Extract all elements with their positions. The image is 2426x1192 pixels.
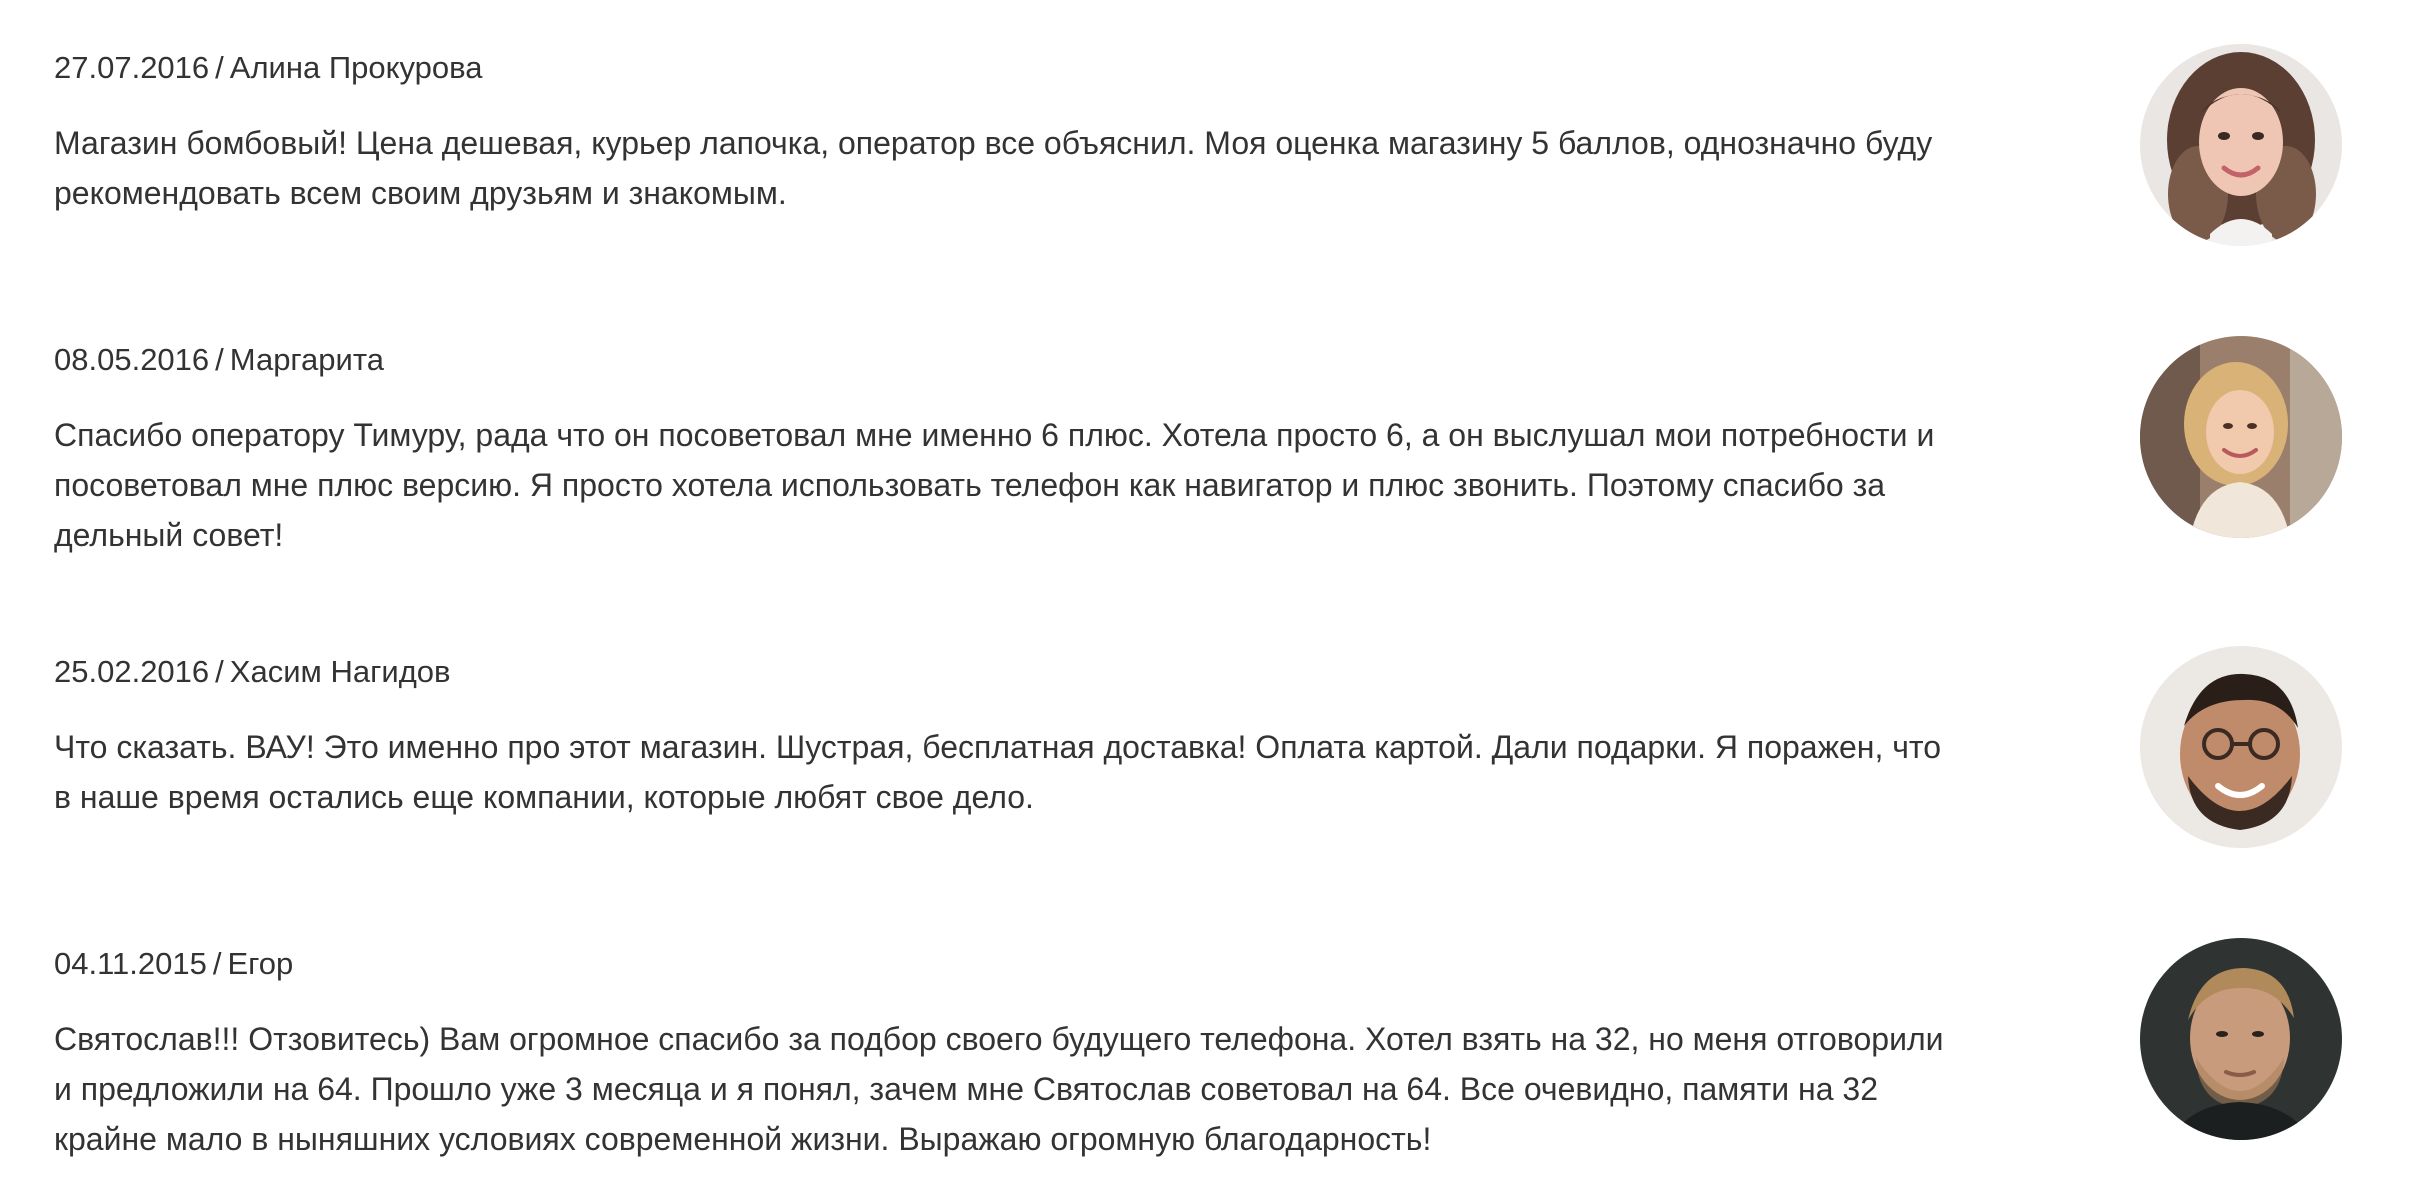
user-photo-avatar-icon xyxy=(2140,44,2342,246)
meta-separator: / xyxy=(212,946,222,981)
review-text: Что сказать. ВАУ! Это именно про этот магазин. Шустрая, бесплатная доставка! Оплата картой. Дали подарки. Я поражен, что в наше время остались еще компании, которые любят свое дело. xyxy=(54,729,1941,815)
review-author: Алина Прокурова xyxy=(229,50,483,85)
review-item xyxy=(54,340,2404,560)
review-item xyxy=(54,652,2404,822)
review-date: 27.07.2016 xyxy=(54,50,210,85)
meta-separator: / xyxy=(215,342,224,377)
review-author: Хасим Нагидов xyxy=(229,654,451,689)
review-text: Магазин бомбовый! Цена дешевая, курьер лапочка, оператор все объяснил. Моя оценка магазину 5 баллов, однозначно буду рекомендовать всем своим друзьям и знакомым. xyxy=(54,125,1933,211)
review-avatar xyxy=(2140,938,2342,1140)
review-meta xyxy=(54,652,2404,692)
review-meta xyxy=(54,340,2404,380)
review-avatar xyxy=(2140,44,2342,246)
review-text: Святослав!!! Отзовитесь) Вам огромное спасибо за подбор своего будущего телефона. Хотел взять на 32, но меня отговорили и предложили на 64. Прошло уже 3 месяца и я понял, зачем мне Святослав советовал на 64. Все очевидно, памяти на 32 крайне мало в ныняшних условиях современной жизни. Выражаю огромную благодарность! xyxy=(54,1021,1944,1157)
user-photo-avatar-icon xyxy=(2140,938,2342,1140)
review-author: Маргарита xyxy=(229,342,384,377)
user-photo-avatar-icon xyxy=(2140,646,2342,848)
review-meta xyxy=(54,944,2404,984)
review-date: 08.05.2016 xyxy=(54,342,210,377)
review-meta xyxy=(54,48,2404,88)
review-date: 25.02.2016 xyxy=(54,654,210,689)
review-author: Егор xyxy=(227,946,294,981)
review-text: Спасибо оператору Тимуру, рада что он посоветовал мне именно 6 плюс. Хотела просто 6, а он выслушал мои потребности и посоветовал мне плюс версию. Я просто хотела использовать телефон как навигатор и плюс звонить. Поэтому спасибо за дельный совет! xyxy=(54,417,1935,553)
meta-separator: / xyxy=(215,654,224,689)
review-avatar xyxy=(2140,336,2342,538)
review-avatar xyxy=(2140,646,2342,848)
review-item xyxy=(54,48,2404,218)
review-date: 04.11.2015 xyxy=(54,946,207,981)
meta-separator: / xyxy=(215,50,224,85)
review-item xyxy=(54,944,2404,1164)
user-photo-avatar-icon xyxy=(2140,336,2342,538)
